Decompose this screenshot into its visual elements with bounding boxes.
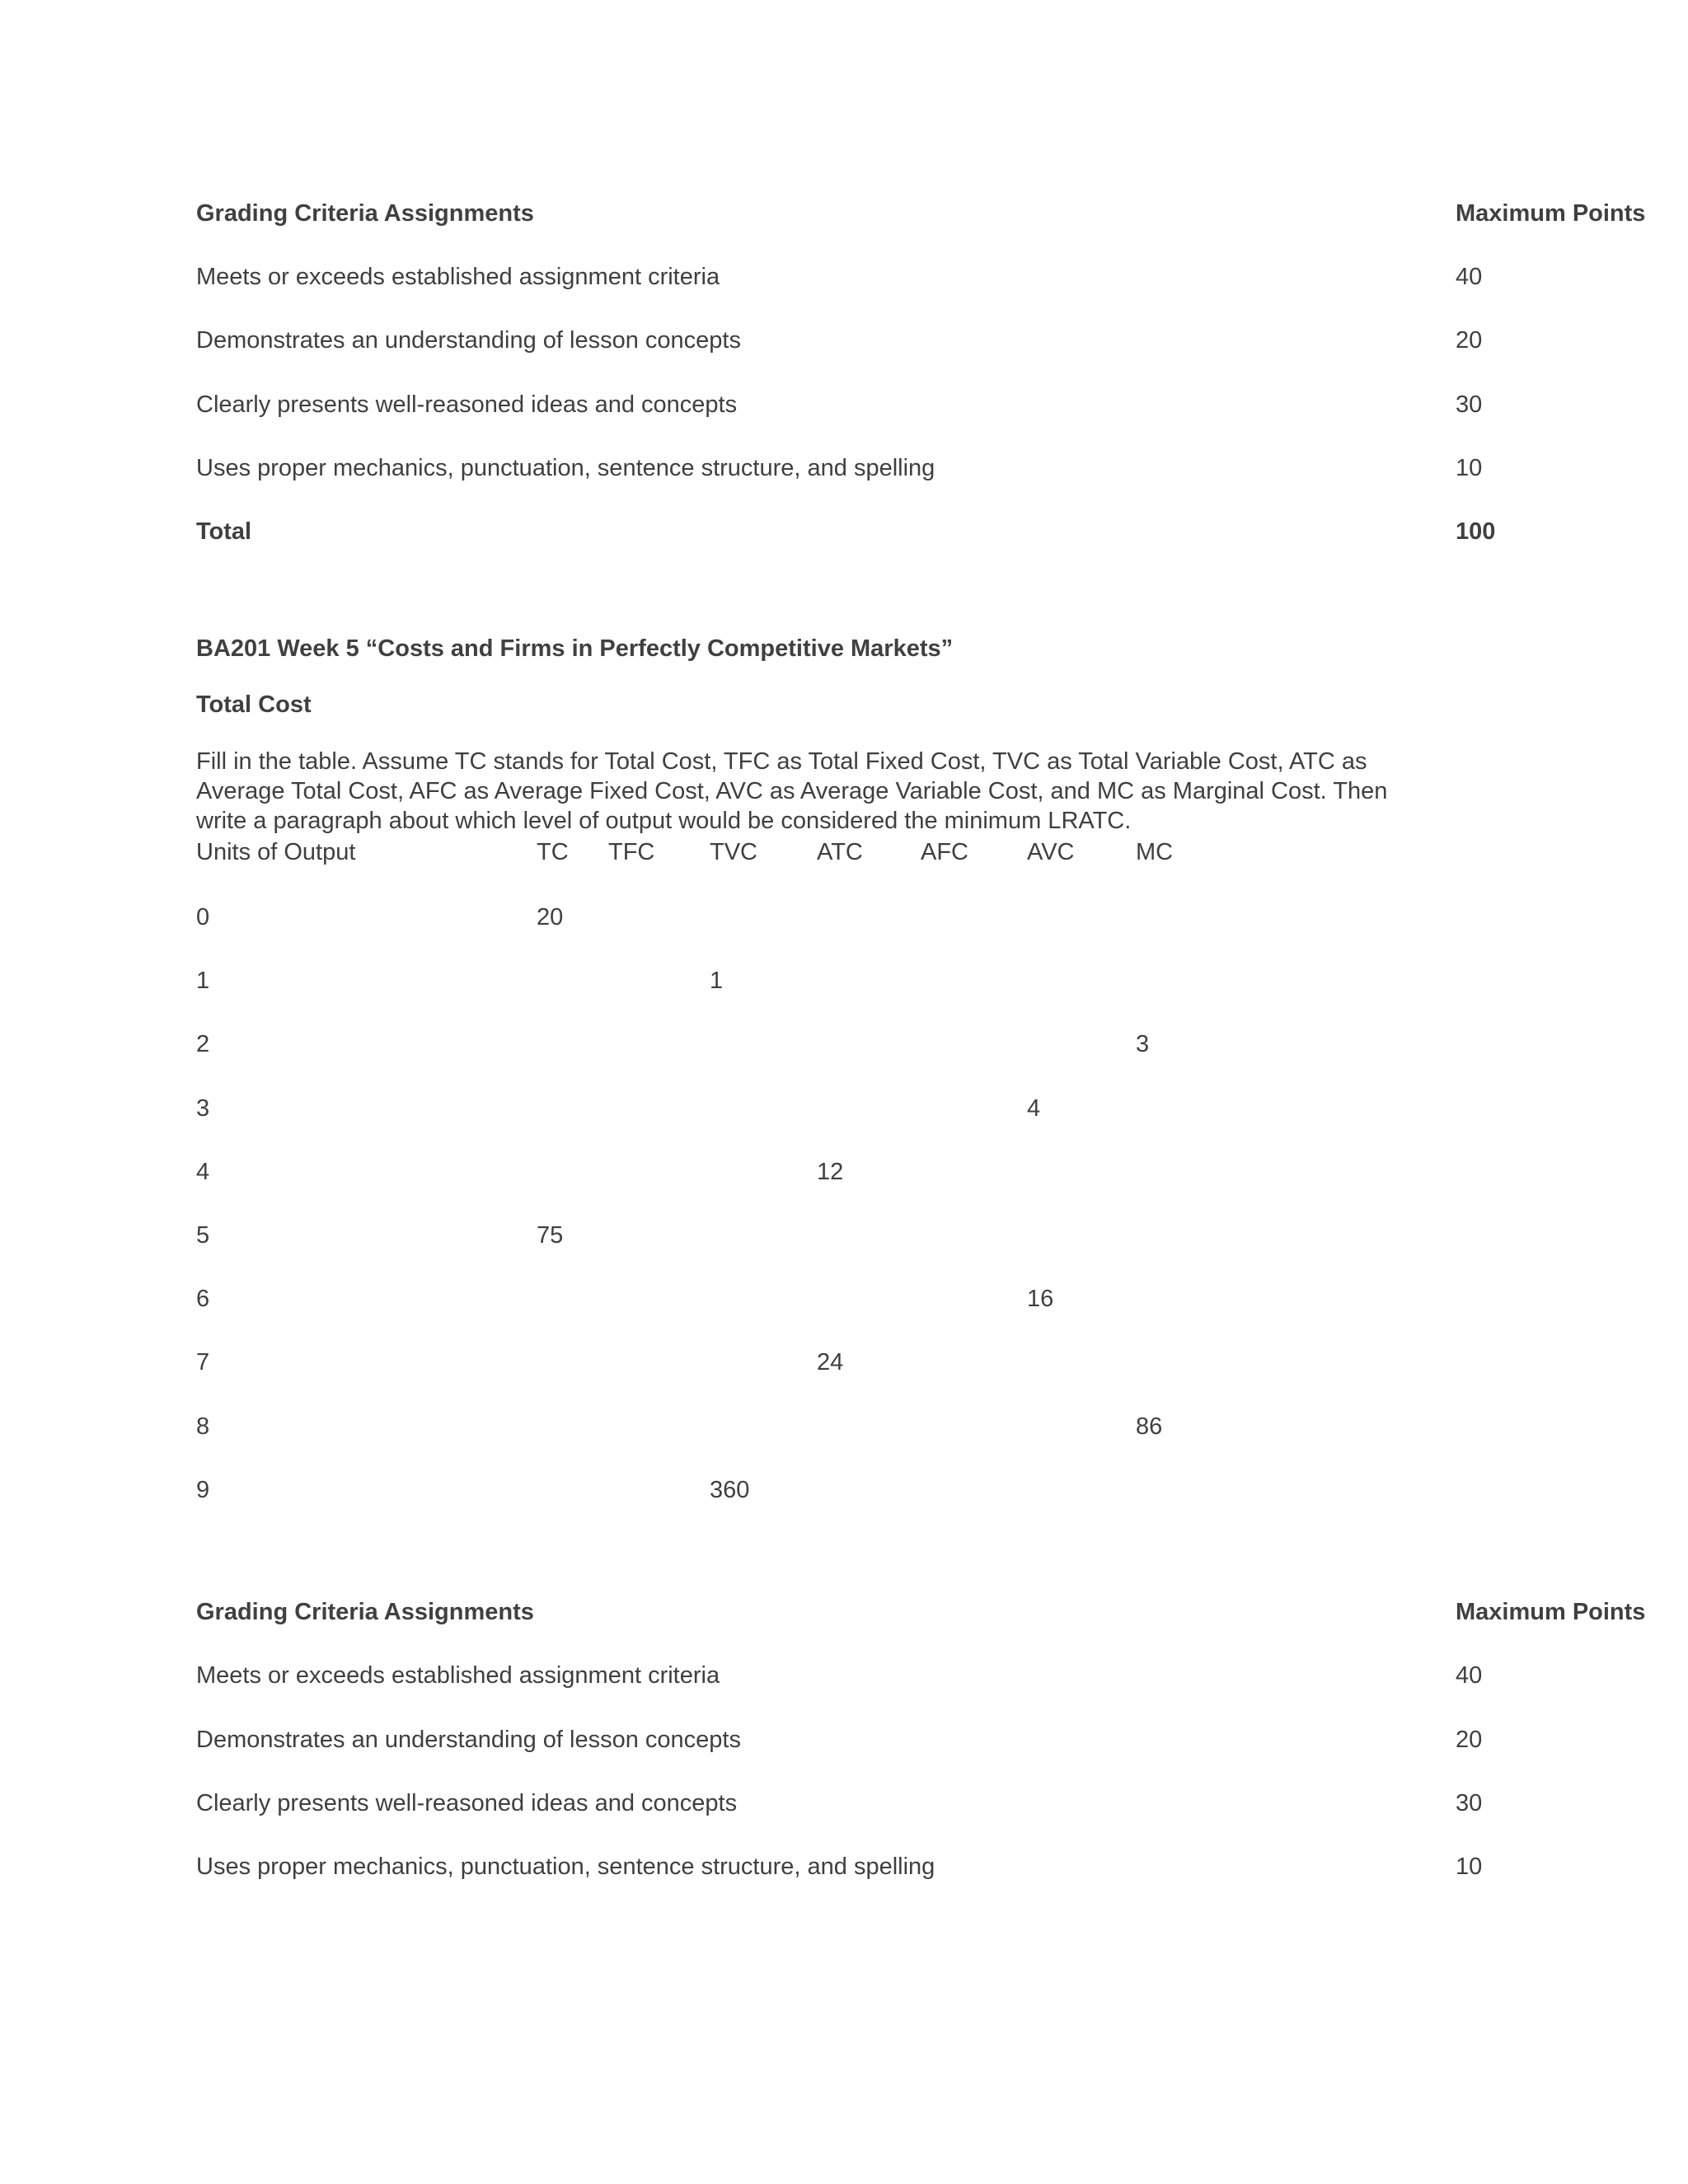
rubric-points: 40 bbox=[1456, 1662, 1483, 1689]
assignment-title: BA201 Week 5 “Costs and Firms in Perfectly Competitive Markets” bbox=[196, 635, 954, 662]
rubric-criteria: Meets or exceeds established assignment criteria bbox=[196, 1662, 720, 1689]
cost-table-header-tc: TC bbox=[537, 839, 569, 865]
rubric-header-criteria: Grading Criteria Assignments bbox=[196, 1599, 534, 1625]
cost-table-cell-tc: 75 bbox=[537, 1222, 564, 1249]
cost-table-cell-tvc: 360 bbox=[710, 1477, 750, 1503]
rubric-points: 20 bbox=[1456, 1727, 1483, 1753]
cost-table-cell-units: 6 bbox=[196, 1286, 210, 1312]
rubric-points: 30 bbox=[1456, 1790, 1483, 1816]
cost-table-cell-atc: 12 bbox=[817, 1159, 844, 1185]
rubric-header-points: Maximum Points bbox=[1456, 1599, 1646, 1625]
instructions-line: Fill in the table. Assume TC stands for Total Cost, TFC as Total Fixed Cost, TVC as Total Variable Cost, ATC as bbox=[196, 748, 1367, 775]
rubric-points: 20 bbox=[1456, 327, 1483, 354]
cost-table-cell-tvc: 1 bbox=[710, 968, 724, 994]
cost-table-cell-tc: 20 bbox=[537, 904, 564, 930]
rubric-criteria: Meets or exceeds established assignment criteria bbox=[196, 264, 720, 290]
cost-table-header-mc: MC bbox=[1136, 839, 1174, 865]
instructions-line: Average Total Cost, AFC as Average Fixed Cost, AVC as Average Variable Cost, and MC as Marginal Cost. Then bbox=[196, 778, 1388, 804]
cost-table-cell-units: 5 bbox=[196, 1222, 210, 1249]
cost-table-cell-units: 3 bbox=[196, 1095, 210, 1122]
rubric-criteria: Clearly presents well-reasoned ideas and concepts bbox=[196, 391, 738, 418]
rubric-points: 40 bbox=[1456, 264, 1483, 290]
assignment-instructions bbox=[196, 747, 1441, 836]
cost-table-header-units: Units of Output bbox=[196, 839, 356, 865]
cost-table-cell-atc: 24 bbox=[817, 1349, 844, 1376]
cost-table-cell-units: 0 bbox=[196, 904, 210, 930]
cost-table-cell-units: 4 bbox=[196, 1159, 210, 1185]
cost-table-header-afc: AFC bbox=[921, 839, 968, 865]
rubric-criteria: Uses proper mechanics, punctuation, sentence structure, and spelling bbox=[196, 1854, 935, 1880]
rubric-header-points: Maximum Points bbox=[1456, 200, 1646, 227]
rubric-criteria: Clearly presents well-reasoned ideas and concepts bbox=[196, 1790, 738, 1816]
rubric-criteria: Demonstrates an understanding of lesson concepts bbox=[196, 1727, 741, 1753]
assignment-subtitle: Total Cost bbox=[196, 691, 312, 718]
rubric-criteria: Uses proper mechanics, punctuation, sentence structure, and spelling bbox=[196, 455, 935, 481]
rubric-points: 30 bbox=[1456, 391, 1483, 418]
cost-table-cell-avc: 4 bbox=[1027, 1095, 1041, 1122]
cost-table-cell-units: 1 bbox=[196, 968, 210, 994]
rubric-criteria: Demonstrates an understanding of lesson concepts bbox=[196, 327, 741, 354]
cost-table-cell-avc: 16 bbox=[1027, 1286, 1054, 1312]
cost-table-header-tfc: TFC bbox=[608, 839, 655, 865]
cost-table-cell-units: 2 bbox=[196, 1031, 210, 1057]
rubric-header-criteria: Grading Criteria Assignments bbox=[196, 200, 534, 227]
cost-table-cell-units: 8 bbox=[196, 1413, 210, 1440]
cost-table-header-tvc: TVC bbox=[710, 839, 757, 865]
cost-table-header-atc: ATC bbox=[817, 839, 863, 865]
rubric-total-label: Total bbox=[196, 518, 252, 545]
cost-table-cell-mc: 3 bbox=[1136, 1031, 1150, 1057]
instructions-line: write a paragraph about which level of output would be considered the minimum LRATC. bbox=[196, 808, 1132, 834]
rubric-points: 10 bbox=[1456, 1854, 1483, 1880]
cost-table-cell-units: 7 bbox=[196, 1349, 210, 1376]
rubric-total-points: 100 bbox=[1456, 518, 1496, 545]
rubric-points: 10 bbox=[1456, 455, 1483, 481]
cost-table-cell-units: 9 bbox=[196, 1477, 210, 1503]
cost-table-cell-mc: 86 bbox=[1136, 1413, 1163, 1440]
cost-table-header-avc: AVC bbox=[1027, 839, 1075, 865]
